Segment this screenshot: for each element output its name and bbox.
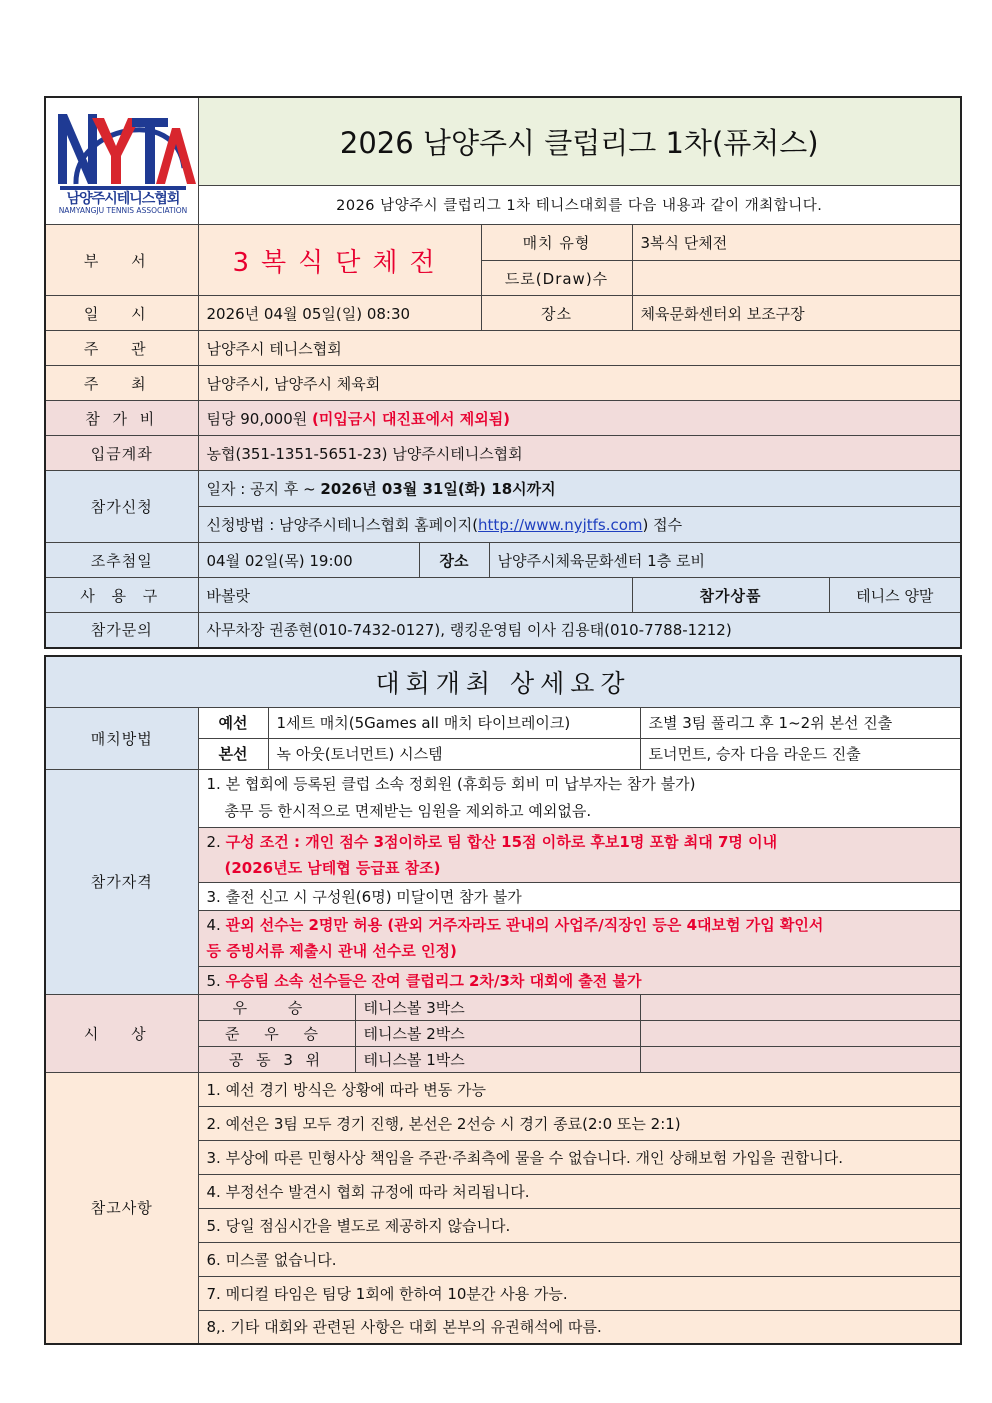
- ball-label: 사 용 구: [45, 578, 198, 613]
- note-1: 1. 예선 경기 방식은 상황에 따라 변동 가능: [198, 1072, 961, 1106]
- apply-label: 참가신청: [45, 471, 198, 543]
- organizer-value: 남양주시 테니스협회: [198, 331, 961, 366]
- award-rank-3: 공 동 3 위: [199, 1047, 356, 1072]
- draw-meeting-place-label: 장소: [420, 543, 490, 577]
- eligibility-4-line1: 관외 선수는 2명만 허용 (관외 거주자라도 관내의 사업주/직장인 등은 4대보험 가입 확인서: [225, 916, 824, 934]
- prelim-format: 1세트 매치(5Games all 매치 타이브레이크): [268, 707, 640, 738]
- main-advance: 토너먼트, 승자 다음 라운드 진출: [640, 738, 961, 769]
- eligibility-item-1: [198, 769, 961, 827]
- main-format: 녹 아웃(토너먼트) 시스템: [268, 738, 640, 769]
- fee-label: 참 가 비: [45, 401, 198, 436]
- note-8: 8,. 기타 대회와 관련된 사항은 대회 본부의 유권해석에 따름.: [198, 1310, 961, 1344]
- awards-label: 시 상: [45, 994, 198, 1072]
- info-table: [44, 96, 962, 649]
- award-prize-1: 테니스볼 3박스: [363, 998, 465, 1017]
- eligibility-item-2: [198, 827, 961, 882]
- award-row-1: [198, 994, 640, 1020]
- eligibility-5-line1: 우승팀 소속 선수들은 잔여 클럽리그 2차/3차 대회에 출전 불가: [225, 971, 642, 990]
- award-row-3: [198, 1046, 640, 1072]
- apply-method-prefix: 신청방법 : 남양주시테니스협회 홈페이지(: [206, 516, 479, 534]
- date-label: 일 시: [45, 296, 198, 331]
- stage-prelim: 예선: [198, 707, 268, 738]
- note-7: 7. 메디컬 타임은 팀당 1회에 한하여 10분간 사용 가능.: [198, 1276, 961, 1310]
- note-3: 3. 부상에 따른 민형사상 책임을 주관·주최측에 물을 수 없습니다. 개인 상해보험 가입을 권합니다.: [198, 1140, 961, 1174]
- fee-value: 팀당 90,000원: [206, 409, 312, 428]
- subtitle: 2026 남양주시 클럽리그 1차 테니스대회를 다음 내용과 같이 개최합니다.: [198, 185, 961, 224]
- award-row-2: [198, 1020, 640, 1046]
- division-label: 부 서: [45, 225, 198, 296]
- eligibility-4-num: 4.: [206, 916, 226, 934]
- organizer-label: 주 관: [45, 331, 198, 366]
- logo: [46, 98, 198, 224]
- eligibility-item-3: 3. 출전 신고 시 구성원(6명) 미달이면 참가 불가: [198, 882, 961, 910]
- logo-name-ko: 남양주시테니스협회: [66, 191, 180, 207]
- match-type-value: 3복식 단체전: [632, 225, 961, 261]
- draw-meeting-label: 조추첨일: [45, 543, 198, 578]
- draw-label: 드로(Draw)수: [481, 261, 632, 296]
- stage-main: 본선: [198, 738, 268, 769]
- award-rank-1: 우 승: [199, 995, 356, 1020]
- draw-meeting-cell: [198, 543, 961, 578]
- note-2: 2. 예선은 3팀 모두 경기 진행, 본선은 2선승 시 경기 종료(2:0 또는 2:1): [198, 1106, 961, 1140]
- eligibility-2-line2: (2026년도 남테협 등급표 참조): [224, 858, 441, 877]
- fee-cell: [198, 401, 961, 436]
- prelim-advance: 조별 3팀 풀리그 후 1~2위 본선 진출: [640, 707, 961, 738]
- eligibility-2-line1: 구성 조건 : 개인 점수 3점이하로 팀 합산 15점 이하로 후보1명 포함 최대 7명 이내: [225, 832, 778, 851]
- eligibility-1-line1: 1. 본 협회에 등록된 클럽 소속 정회원 (휴회등 회비 미 납부자는 참가 불가): [206, 775, 696, 793]
- apply-method-suffix: ) 접수: [642, 516, 683, 534]
- contact-value: 사무차장 권종현(010-7432-0127), 랭킹운영팀 이사 김용태(010-7788-1212): [198, 613, 961, 648]
- apply-method: [198, 507, 961, 543]
- award-row-1-blank: [640, 994, 961, 1020]
- account-value: 농협(351-1351-5651-23) 남양주시테니스협회: [198, 436, 961, 471]
- apply-period-prefix: 일자 : 공지 후 ~: [206, 480, 321, 498]
- prize-label: 참가상품: [632, 578, 829, 613]
- eligibility-item-4: [198, 910, 961, 966]
- draw-value: [632, 261, 961, 296]
- fee-note: (미입금시 대진표에서 제외됨): [312, 409, 511, 428]
- award-rank-2: 준 우 승: [199, 1021, 356, 1046]
- match-method-label: 매치방법: [45, 707, 198, 769]
- page-title: 2026 남양주시 클럽리그 1차(퓨처스): [198, 97, 961, 185]
- apply-deadline: 2026년 03월 31일(화) 18시까지: [320, 480, 556, 498]
- logo-cell: [45, 97, 198, 225]
- eligibility-5-num: 5.: [206, 971, 226, 990]
- draw-meeting-place: 남양주시체육문화센터 1층 로비: [497, 551, 705, 570]
- eligibility-item-5: [198, 966, 961, 994]
- account-label: 입금계좌: [45, 436, 198, 471]
- homepage-link[interactable]: http://www.nyjtfs.com: [478, 516, 643, 534]
- logo-name-en: NAMYANGJU TENNIS ASSOCIATION: [58, 206, 188, 215]
- note-5: 5. 당일 점심시간을 별도로 제공하지 않습니다.: [198, 1208, 961, 1242]
- venue-label: 장소: [481, 296, 632, 331]
- notes-label: 참고사항: [45, 1072, 198, 1344]
- award-prize-2: 테니스볼 2박스: [363, 1024, 465, 1043]
- ball-value: 바볼랏: [198, 578, 632, 613]
- prize-value: 테니스 양말: [829, 578, 961, 613]
- detail-title: 대회개최 상세요강: [45, 656, 961, 707]
- match-type-label: 매치 유형: [481, 225, 632, 261]
- host-value: 남양주시, 남양주시 체육회: [198, 366, 961, 401]
- award-row-3-blank: [640, 1046, 961, 1072]
- eligibility-1-line2: 총무 등 한시적으로 면제받는 임원을 제외하고 예외없음.: [224, 802, 592, 820]
- eligibility-label: 참가자격: [45, 769, 198, 994]
- division-value: 3복식단체전: [198, 225, 481, 296]
- award-row-2-blank: [640, 1020, 961, 1046]
- detail-table: [44, 655, 962, 1345]
- apply-period: [198, 471, 961, 507]
- draw-meeting-value: 04월 02일(목) 19:00: [199, 543, 420, 577]
- award-prize-3: 테니스볼 1박스: [363, 1050, 465, 1069]
- note-6: 6. 미스콜 없습니다.: [198, 1242, 961, 1276]
- contact-label: 참가문의: [45, 613, 198, 648]
- host-label: 주 최: [45, 366, 198, 401]
- date-value: 2026년 04월 05일(일) 08:30: [198, 296, 481, 331]
- eligibility-2-num: 2.: [206, 832, 226, 851]
- venue-value: 체육문화센터외 보조구장: [632, 296, 961, 331]
- eligibility-4-line2: 등 증빙서류 제출시 관내 선수로 인정): [206, 942, 457, 960]
- note-4: 4. 부정선수 발견시 협회 규정에 따라 처리됩니다.: [198, 1174, 961, 1208]
